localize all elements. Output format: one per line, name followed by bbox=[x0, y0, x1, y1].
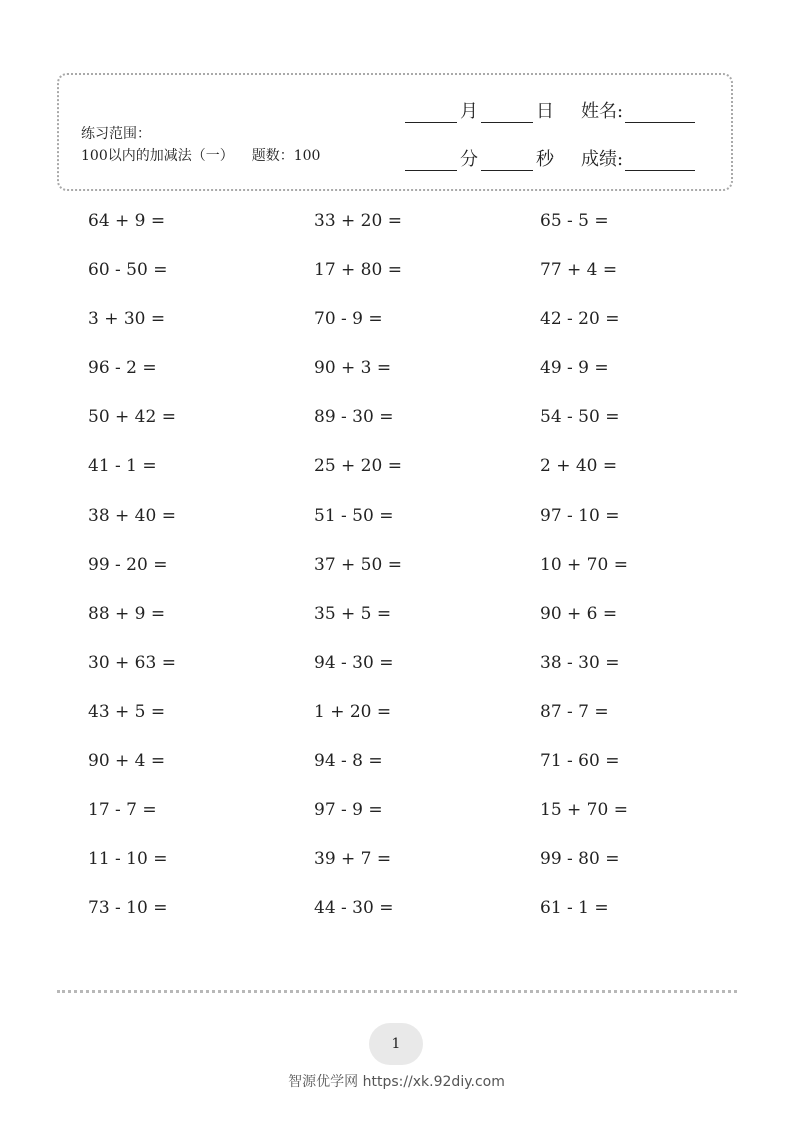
problem-item: 99 - 20 = bbox=[88, 554, 168, 575]
problem-item: 42 - 20 = bbox=[540, 309, 620, 330]
month-blank[interactable] bbox=[405, 102, 457, 123]
problem-item: 89 - 30 = bbox=[314, 407, 394, 428]
problem-item: 54 - 50 = bbox=[540, 407, 620, 428]
footer-divider bbox=[57, 990, 737, 993]
date-name-row bbox=[405, 97, 698, 123]
problem-item: 43 + 5 = bbox=[88, 701, 166, 722]
problem-grid bbox=[88, 207, 768, 943]
page-number: 1 bbox=[391, 1036, 401, 1052]
problem-item: 30 + 63 = bbox=[88, 652, 176, 673]
second-label: 秒 bbox=[536, 149, 554, 170]
problem-item: 97 - 10 = bbox=[540, 505, 620, 526]
problem-item: 37 + 50 = bbox=[314, 554, 402, 575]
range-label: 练习范围： bbox=[81, 126, 151, 142]
problem-item: 51 - 50 = bbox=[314, 505, 394, 526]
problem-item: 94 - 8 = bbox=[314, 751, 383, 772]
problem-item: 15 + 70 = bbox=[540, 800, 628, 821]
problem-item: 71 - 60 = bbox=[540, 751, 620, 772]
problem-item: 1 + 20 = bbox=[314, 701, 392, 722]
score-label: 成绩: bbox=[581, 149, 624, 170]
day-label: 日 bbox=[536, 101, 554, 122]
problem-item: 60 - 50 = bbox=[88, 260, 168, 281]
range-description: 100以内的加减法（一） bbox=[81, 148, 234, 164]
score-blank[interactable] bbox=[625, 150, 695, 171]
problem-item: 39 + 7 = bbox=[314, 849, 392, 870]
minute-label: 分 bbox=[460, 149, 478, 170]
problem-item: 10 + 70 = bbox=[540, 554, 628, 575]
problem-item: 49 - 9 = bbox=[540, 358, 609, 379]
problem-item: 17 + 80 = bbox=[314, 260, 402, 281]
problem-item: 44 - 30 = bbox=[314, 898, 394, 919]
problem-item: 64 + 9 = bbox=[88, 211, 166, 231]
problem-item: 38 - 30 = bbox=[540, 652, 620, 673]
problem-item: 90 + 4 = bbox=[88, 751, 166, 772]
name-label: 姓名: bbox=[581, 101, 624, 122]
problem-item: 11 - 10 = bbox=[88, 849, 168, 870]
range-text bbox=[81, 145, 320, 165]
problem-item: 73 - 10 = bbox=[88, 898, 168, 919]
problem-item: 94 - 30 = bbox=[314, 652, 394, 673]
problem-item: 77 + 4 = bbox=[540, 260, 618, 281]
problem-item: 33 + 20 = bbox=[314, 211, 402, 231]
page-number-badge bbox=[369, 1023, 423, 1065]
problem-item: 87 - 7 = bbox=[540, 701, 609, 722]
problem-item: 96 - 2 = bbox=[88, 358, 157, 379]
day-blank[interactable] bbox=[481, 102, 533, 123]
problem-item: 70 - 9 = bbox=[314, 309, 383, 330]
time-score-row bbox=[405, 145, 698, 171]
problem-item: 3 + 30 = bbox=[88, 309, 166, 330]
problem-item: 90 + 3 = bbox=[314, 358, 392, 379]
problem-count: 题数：100 bbox=[251, 148, 321, 164]
site-watermark: 智源优学网 https://xk.92diy.com bbox=[288, 1074, 505, 1090]
problem-item: 2 + 40 = bbox=[540, 456, 618, 477]
problem-item: 61 - 1 = bbox=[540, 898, 609, 919]
month-label: 月 bbox=[460, 101, 478, 122]
problem-item: 50 + 42 = bbox=[88, 407, 176, 428]
problem-item: 99 - 80 = bbox=[540, 849, 620, 870]
second-blank[interactable] bbox=[481, 150, 533, 171]
problem-item: 25 + 20 = bbox=[314, 456, 402, 477]
problem-item: 38 + 40 = bbox=[88, 505, 176, 526]
problem-item: 90 + 6 = bbox=[540, 603, 618, 624]
problem-item: 97 - 9 = bbox=[314, 800, 383, 821]
problem-item: 65 - 5 = bbox=[540, 211, 609, 231]
worksheet-header bbox=[57, 73, 733, 191]
problem-item: 17 - 7 = bbox=[88, 800, 157, 821]
name-blank[interactable] bbox=[625, 102, 695, 123]
problem-item: 35 + 5 = bbox=[314, 603, 392, 624]
problem-item: 41 - 1 = bbox=[88, 456, 157, 477]
problem-item: 88 + 9 = bbox=[88, 603, 166, 624]
minute-blank[interactable] bbox=[405, 150, 457, 171]
